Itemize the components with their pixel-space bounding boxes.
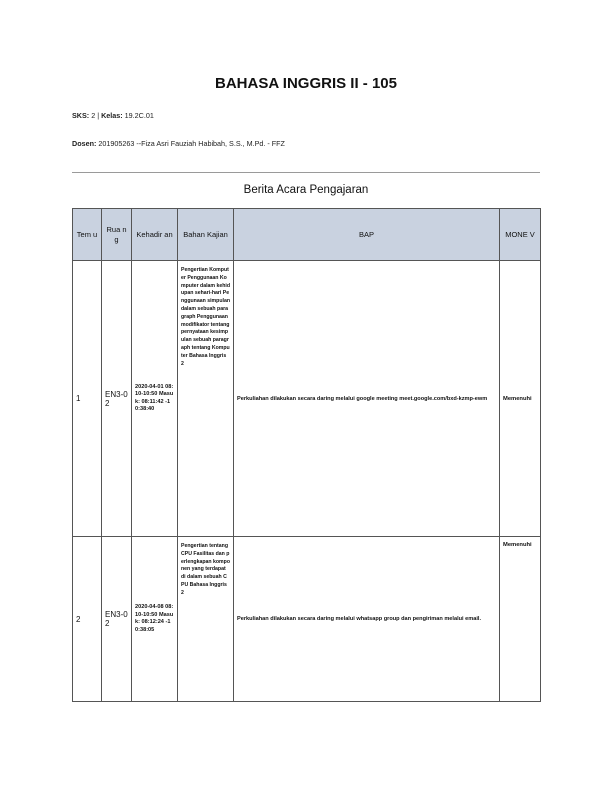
header-ruang: Rua ng: [102, 209, 132, 261]
kelas-value: 19.2C.01: [124, 111, 154, 120]
header-bahan-kajian: Bahan Kajian: [178, 209, 234, 261]
separator: |: [97, 111, 100, 120]
sks-kelas-line: [72, 111, 154, 120]
cell-bap: Perkuliahan dilakukan secara daring melalui google meeting meet.google.com/bxd-kzmp-ewm: [234, 261, 500, 537]
cell-monev: Memenuhi: [500, 261, 541, 537]
kelas-label: Kelas:: [101, 111, 123, 120]
table-header-row: [73, 209, 541, 261]
dosen-label: Dosen:: [72, 139, 97, 148]
bap-table: [72, 208, 541, 702]
cell-kehadiran: 2020-04-01 08:10-10:50 Masuk: 08:11:42 -10:38:40: [132, 261, 178, 537]
dosen-value: 201905263 --Fiza Asri Fauziah Habibah, S.S., M.Pd. - FFZ: [98, 139, 285, 148]
sks-value: 2: [91, 111, 96, 120]
cell-ruang: EN3-02: [102, 261, 132, 537]
table-row: [73, 537, 541, 702]
cell-kehadiran: 2020-04-08 08:10-10:50 Masuk: 08:12:24 -10:38:05: [132, 537, 178, 702]
section-title: Berita Acara Pengajaran: [243, 184, 369, 196]
sks-label: SKS:: [72, 111, 90, 120]
dosen-line: [72, 139, 285, 148]
cell-temu: 1: [73, 261, 102, 537]
header-monev: MONE V: [500, 209, 541, 261]
divider: [72, 172, 540, 173]
cell-ruang: EN3-02: [102, 537, 132, 702]
cell-bahan-kajian: Pengertian Komputer Penggunaan Komputer dalam kehidupan sehari-hari Penggunaan simpulan dalam sebuah paragraph Penggunaan modifikator tentang pernyataan kesimpulan sebuah paragraph tentang Komputer Bahasa Inggris 2: [178, 261, 234, 537]
header-bap: BAP: [234, 209, 500, 261]
cell-bahan-kajian: Pengertian tentang CPU Fasilitas dan perlengkapan komponen yang terdapat di dalam sebuah CPU Bahasa Inggris 2: [178, 537, 234, 702]
table-row: [73, 261, 541, 537]
header-kehadiran: Kehadir an: [132, 209, 178, 261]
document-title: BAHASA INGGRIS II - 105: [215, 75, 397, 92]
cell-bap: Perkuliahan dilakukan secara daring melalui whatsapp group dan pengiriman melalui email.: [234, 537, 500, 702]
cell-monev: Memenuhi: [500, 537, 541, 702]
cell-temu: 2: [73, 537, 102, 702]
header-temu: Tem u: [73, 209, 102, 261]
